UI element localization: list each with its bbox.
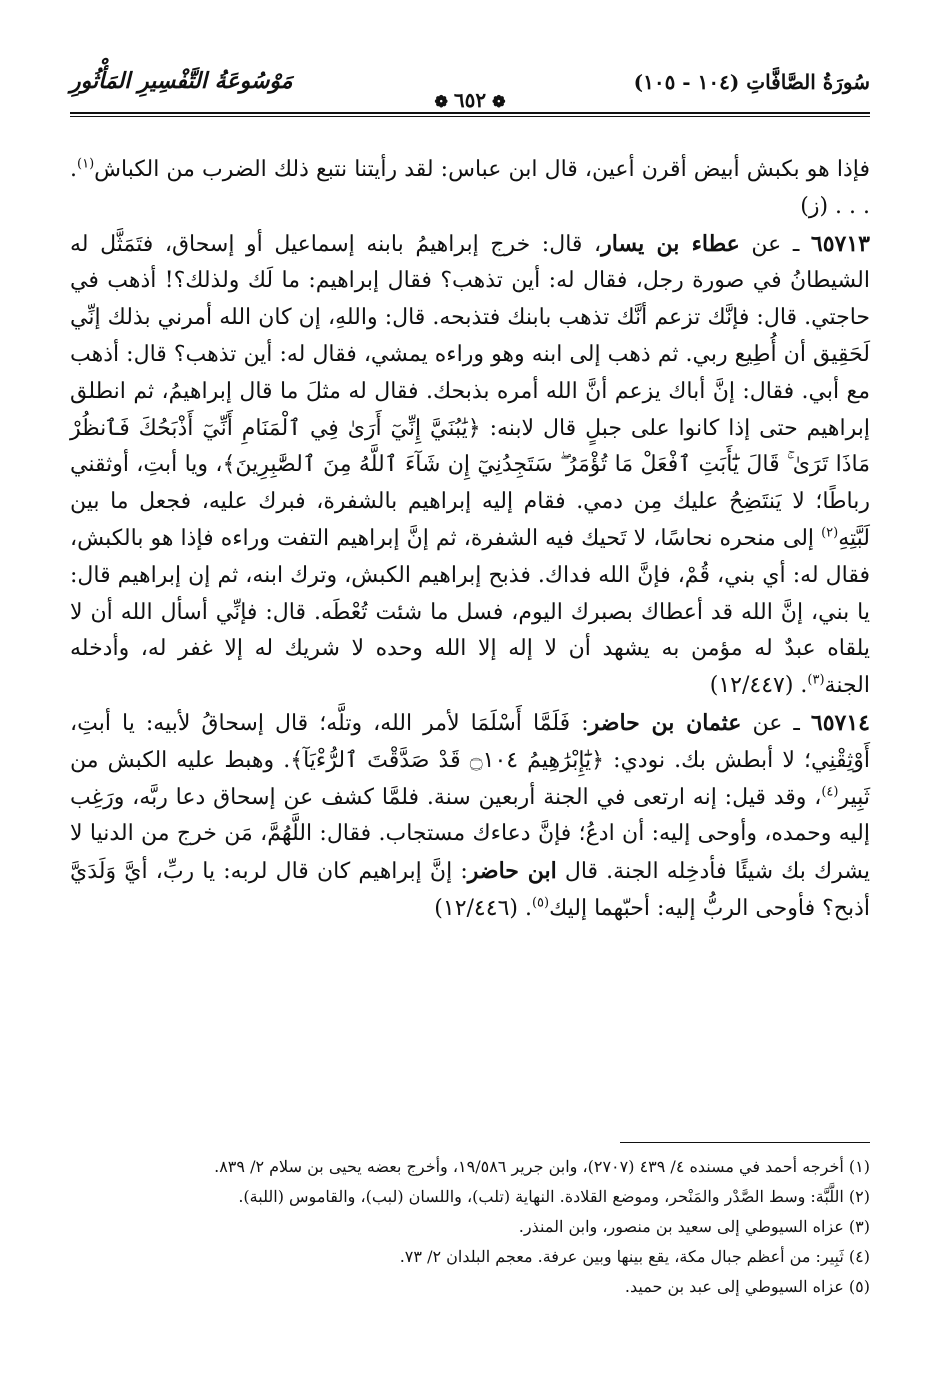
header-rule <box>70 112 870 114</box>
surah-title: سُورَةُ الصَّافَّاتِ (١٠٤ - ١٠٥) <box>633 70 870 94</box>
book-page <box>70 62 870 1352</box>
book-title: مَوْسُوعَةُ التَّفْسِيرِ المَأْثُورِ <box>70 68 293 94</box>
footnote-marker: (١) <box>77 156 95 172</box>
footnote-3: (٣) عزاه السيوطي إلى سعيد بن منصور، وابن المنذر. <box>518 1217 870 1236</box>
footnote-marker: (٤) <box>821 784 839 800</box>
footnotes <box>70 1152 870 1302</box>
paragraph-continuation: فإذا هو بكبش أبيض أقرن أعين، قال ابن عباس: لقد رأيتنا نتبع ذلك الضرب من الكباش$^{(١)}$. . . . (ز) <box>70 156 870 219</box>
volume-reference: . (١٢/٤٤٦) <box>434 895 532 921</box>
quran-verse: ﴿يَٰٓإِبْرَٰهِيمُ ۝١٠٤ قَدْ صَدَّقْتَ ٱلرُّءْيَآ﴾ <box>290 747 605 773</box>
footnote-divider <box>620 1142 870 1143</box>
quran-verse: ﴿يَٰبُنَيَّ إِنِّيٓ أَرَىٰ فِي ٱلْمَنَامِ أَنِّيٓ أَذْبَحُكَ فَٱنظُرْ مَاذَا تَرَىٰ ۚ قَالَ يَٰٓأَبَتِ ٱفْعَلْ مَا تُؤْمَرُ ۖ سَتَجِدُنِيٓ إِن شَآءَ ٱللَّهُ مِنَ ٱلصَّٰبِرِينَ﴾ <box>70 415 871 478</box>
footnote-marker: (٣) <box>807 672 825 688</box>
hadith-number: ٦٥٧١٤ <box>810 709 870 736</box>
hadith-65713: ٦٥٧١٣ ـ عن عطاء بن يسار، قال: خرج إبراهيمُ بابنه إسماعيل أو إسحاق، فتَمَثَّل له الشيطانُ في صورة رجل، فقال له: أين تذهب؟ فقال إبراهيم: ما لَك ولذلك؟! أذهب في حاجتي. قال: فإنَّك تزعم أنَّك تذهب بابنك فتذبحه. قال: واللهِ، إن كان الله أمرني بذلك إنِّي لَحَقِيق أن أُطِيع ربي. ثم ذهب إلى ابنه وهو وراءه يمشي، فقال له: أين تذهب؟ قال: أذهب مع أبي. فقال: إنَّ أباك يزعم أنَّ الله أمره بذبحك. فقال له مثلَ ما قال إبراهيمُ، ثم انطلق إبراهيم حتى إذا كانوا على جبلٍ قال لابنه: ﴿يَٰبُنَيَّ إِنِّيٓ أَرَىٰ فِي ٱلْمَنَامِ أَنِّيٓ أَذْبَحُكَ فَٱنظُرْ مَاذَا تَرَىٰ ۚ قَالَ يَٰٓأَبَتِ ٱفْعَلْ مَا تُؤْمَرُ ۖ سَتَجِدُنِيٓ إِن شَآءَ ٱللَّهُ مِنَ ٱلصَّٰبِرِينَ﴾، ويا أبتِ، أوثقني رباطًا؛ لا يَنتَضِحُ عليك مِن دمي. فقام إليه إبراهيم بالشفرة، فبرك عليه، فجعل ما بين لَبَّتِهِ$^{(٢)}$ إلى منحره نحاسًا، لا تَحيك فيه الشفرة، ثم إنَّ إبراهيم التفت وراءه فإذا هو بالكبش، فقال له: أي بني، قُمْ، فإنَّ الله فداك. فذبح إبراهيم الكبش، وترك ابنه، ثم إن إبراهيم قال: يا بني، إنَّ الله قد أعطاك بصبرك اليوم، فسل ما شئت تُعْطَه. قال: فإنِّي أسأل الله أن لا يلقاه عبدٌ له مؤمن به يشهد أن لا إله إلا الله وحده لا شريك له إلا غفر له، وأدخله الجنة$^{(٣)}$. (١٢/٤٤٧) <box>70 230 871 699</box>
page-number: ٦٥٢ <box>453 88 487 112</box>
volume-reference: . (١٢/٤٤٧) <box>709 673 808 699</box>
ornament-icon: ❁ <box>492 92 506 111</box>
footnote-4: (٤) ثَبِير: من أعظم جبال مكة، يقع بينها وبين عرفة. معجم البلدان ٢/ ٧٣. <box>399 1247 870 1266</box>
footnote-2: (٢) اللَّبَّة: وسط الصَّدْر والمَنْحر، وموضع القلادة. النهاية (تلب)، واللسان (لبب)، والقاموس (اللبة). <box>238 1187 870 1206</box>
footnote-1: (١) أخرجه أحمد في مسنده ٤/ ٤٣٩ (٢٧٠٧)، وابن جرير ١٩/٥٨٦، وأخرج بعضه يحيى بن سلام ٢/ ٨٣٩. <box>214 1157 870 1176</box>
hadith-65714: ٦٥٧١٤ ـ عن عثمان بن حاضر: فَلَمَّا أَسْلَمَا لأمر الله، وتلَّه؛ قال إسحاقُ لأبيه: يا أبتِ، أَوْثِقْنِي؛ لا أبطش بك. نودي: ﴿يَٰٓإِبْرَٰهِيمُ ۝١٠٤ قَدْ صَدَّقْتَ ٱلرُّءْيَآ﴾. وهبط عليه الكبش من ثَبِير$^{(٤)}$، وقد قيل: إنه ارتعى في الجنة أربعين سنة. فلمَّا كشف عن إسحاق دعا ربَّه، ورَغِب إليه وحمده، وأوحى إليه: أن ادعُ؛ فإنَّ دعاءك مستجاب. فقال: اللَّهُمَّ، مَن خرج من الدنيا لا يشرك بك شيئًا فأدخِله الجنة. قال ابن حاضر: إنَّ إبراهيم كان قال لربه: يا ربِّ، أيَّ وَلَدَيَّ أذبح؟ فأوحى الربُّ إليه: أحبّهما إليك$^{(٥)}$. (١٢/٤٤٦) <box>70 709 871 921</box>
page-number-block <box>380 88 560 112</box>
footnote-marker: (٢) <box>821 525 839 541</box>
page-header <box>70 62 870 118</box>
narrator-name: عثمان بن حاضر <box>588 709 742 736</box>
narrator-name: ابن حاضر <box>467 858 557 885</box>
header-rule-thin <box>70 116 870 117</box>
narrator-name: عطاء بن يسار <box>601 230 740 257</box>
footnote-marker: (٥) <box>531 895 550 911</box>
main-text <box>70 152 870 928</box>
footnote-5: (٥) عزاه السيوطي إلى عبد بن حميد. <box>624 1277 870 1296</box>
hadith-number: ٦٥٧١٣ <box>810 230 870 257</box>
ornament-icon: ❁ <box>434 92 448 111</box>
